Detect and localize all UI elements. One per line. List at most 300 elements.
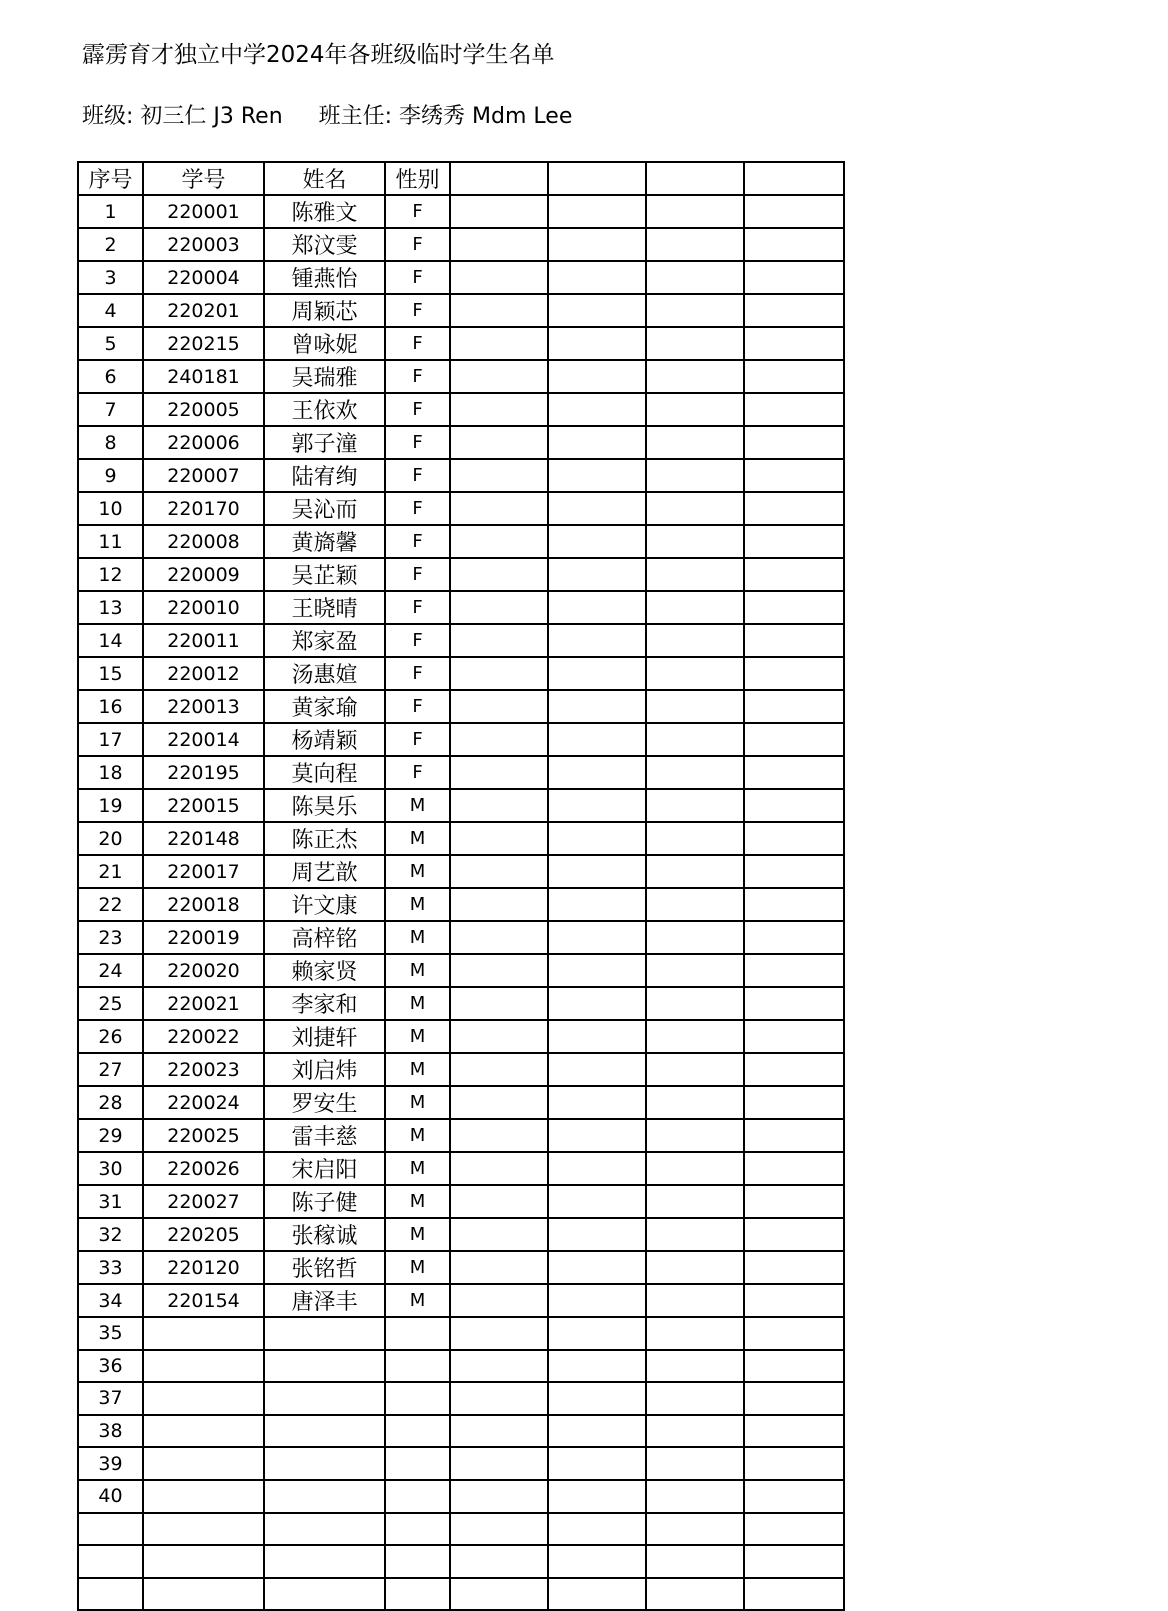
cell-student-id	[143, 1578, 264, 1611]
cell-gender	[385, 1415, 450, 1448]
cell-name: 郭子潼	[264, 426, 385, 459]
cell-name: 吴沁而	[264, 492, 385, 525]
cell-seq: 4	[78, 294, 143, 327]
cell-seq: 6	[78, 360, 143, 393]
cell-blank	[450, 1447, 548, 1480]
cell-gender: M	[385, 1251, 450, 1284]
cell-seq: 36	[78, 1350, 143, 1383]
cell-name	[264, 1415, 385, 1448]
cell-name: 锺燕怡	[264, 261, 385, 294]
cell-blank	[548, 1020, 646, 1053]
cell-blank	[646, 789, 744, 822]
cell-student-id: 220148	[143, 822, 264, 855]
cell-gender	[385, 1513, 450, 1546]
cell-name	[264, 1545, 385, 1578]
cell-gender	[385, 1382, 450, 1415]
cell-blank	[548, 1119, 646, 1152]
cell-blank	[548, 294, 646, 327]
cell-gender: M	[385, 855, 450, 888]
cell-blank	[744, 1152, 844, 1185]
cell-gender: F	[385, 624, 450, 657]
cell-blank	[744, 393, 844, 426]
cell-student-id: 220011	[143, 624, 264, 657]
cell-blank	[744, 591, 844, 624]
cell-student-id: 240181	[143, 360, 264, 393]
cell-blank	[548, 756, 646, 789]
cell-gender: M	[385, 954, 450, 987]
cell-name: 吴芷颖	[264, 558, 385, 591]
cell-gender: F	[385, 723, 450, 756]
cell-student-id: 220022	[143, 1020, 264, 1053]
cell-blank	[548, 921, 646, 954]
cell-blank	[646, 1020, 744, 1053]
cell-blank	[548, 426, 646, 459]
cell-blank	[744, 1578, 844, 1611]
cell-blank	[450, 1086, 548, 1119]
cell-blank	[450, 1382, 548, 1415]
cell-blank	[450, 360, 548, 393]
cell-blank	[744, 1317, 844, 1350]
header-student-id: 学号	[143, 162, 264, 195]
cell-blank	[646, 1317, 744, 1350]
cell-blank	[450, 591, 548, 624]
cell-seq: 23	[78, 921, 143, 954]
cell-seq: 27	[78, 1053, 143, 1086]
cell-seq: 26	[78, 1020, 143, 1053]
cell-blank	[450, 1053, 548, 1086]
cell-blank	[646, 1251, 744, 1284]
cell-blank	[744, 723, 844, 756]
cell-gender: F	[385, 393, 450, 426]
cell-blank	[450, 789, 548, 822]
table-row	[78, 1086, 844, 1119]
cell-blank	[744, 1447, 844, 1480]
cell-blank	[450, 1020, 548, 1053]
cell-blank	[744, 1053, 844, 1086]
cell-student-id: 220120	[143, 1251, 264, 1284]
table-row	[78, 393, 844, 426]
cell-blank	[646, 558, 744, 591]
table-row	[78, 690, 844, 723]
cell-student-id: 220017	[143, 855, 264, 888]
cell-name: 王晓晴	[264, 591, 385, 624]
cell-blank	[548, 954, 646, 987]
cell-blank	[646, 1053, 744, 1086]
cell-blank	[450, 1152, 548, 1185]
cell-gender	[385, 1480, 450, 1513]
cell-blank	[548, 624, 646, 657]
cell-blank	[450, 426, 548, 459]
cell-blank	[646, 1185, 744, 1218]
cell-seq: 40	[78, 1480, 143, 1513]
cell-student-id: 220215	[143, 327, 264, 360]
cell-blank	[646, 1545, 744, 1578]
cell-blank	[744, 1020, 844, 1053]
cell-name: 张稼诚	[264, 1218, 385, 1251]
table-row	[78, 987, 844, 1020]
cell-name	[264, 1480, 385, 1513]
cell-gender: F	[385, 294, 450, 327]
table-row	[78, 1382, 844, 1415]
cell-student-id: 220023	[143, 1053, 264, 1086]
cell-blank	[744, 261, 844, 294]
cell-blank	[450, 261, 548, 294]
cell-blank	[450, 525, 548, 558]
cell-name	[264, 1447, 385, 1480]
cell-name: 陈雅文	[264, 195, 385, 228]
cell-gender: F	[385, 459, 450, 492]
table-row	[78, 558, 844, 591]
cell-blank	[548, 822, 646, 855]
table-row	[78, 657, 844, 690]
cell-seq: 19	[78, 789, 143, 822]
cell-blank	[744, 525, 844, 558]
cell-name: 莫向程	[264, 756, 385, 789]
table-row	[78, 228, 844, 261]
cell-gender: F	[385, 690, 450, 723]
cell-gender: M	[385, 1185, 450, 1218]
cell-gender: M	[385, 822, 450, 855]
cell-gender: M	[385, 1119, 450, 1152]
cell-student-id: 220007	[143, 459, 264, 492]
cell-blank	[548, 1053, 646, 1086]
cell-name: 陆宥绚	[264, 459, 385, 492]
table-row	[78, 1415, 844, 1448]
cell-blank	[646, 855, 744, 888]
cell-seq: 22	[78, 888, 143, 921]
cell-gender: M	[385, 1152, 450, 1185]
cell-blank	[646, 294, 744, 327]
cell-blank	[450, 492, 548, 525]
cell-student-id: 220004	[143, 261, 264, 294]
cell-blank	[744, 195, 844, 228]
cell-student-id: 220026	[143, 1152, 264, 1185]
cell-student-id: 220010	[143, 591, 264, 624]
cell-blank	[646, 1513, 744, 1546]
cell-blank	[450, 954, 548, 987]
cell-student-id	[143, 1447, 264, 1480]
cell-blank	[744, 1251, 844, 1284]
table-row	[78, 624, 844, 657]
cell-blank	[646, 228, 744, 261]
cell-gender: F	[385, 228, 450, 261]
cell-name: 黄旖馨	[264, 525, 385, 558]
cell-blank	[646, 1086, 744, 1119]
cell-seq: 32	[78, 1218, 143, 1251]
cell-blank	[646, 1152, 744, 1185]
cell-seq: 20	[78, 822, 143, 855]
cell-gender: M	[385, 1053, 450, 1086]
cell-name: 宋启阳	[264, 1152, 385, 1185]
cell-blank	[744, 1415, 844, 1448]
cell-blank	[744, 294, 844, 327]
cell-name: 郑汶雯	[264, 228, 385, 261]
cell-name: 刘捷轩	[264, 1020, 385, 1053]
table-row	[78, 525, 844, 558]
table-row	[78, 591, 844, 624]
cell-name: 王依欢	[264, 393, 385, 426]
cell-blank	[450, 1350, 548, 1383]
cell-blank	[548, 1480, 646, 1513]
cell-seq: 21	[78, 855, 143, 888]
cell-seq: 7	[78, 393, 143, 426]
table-row	[78, 195, 844, 228]
cell-gender: M	[385, 1020, 450, 1053]
table-row	[78, 327, 844, 360]
document-title: 霹雳育才独立中学2024年各班级临时学生名单	[82, 42, 555, 68]
cell-name	[264, 1578, 385, 1611]
cell-gender: M	[385, 888, 450, 921]
cell-name	[264, 1317, 385, 1350]
cell-blank	[744, 1350, 844, 1383]
table-row	[78, 1513, 844, 1546]
cell-blank	[548, 360, 646, 393]
cell-gender: M	[385, 1284, 450, 1317]
cell-blank	[450, 558, 548, 591]
cell-gender	[385, 1350, 450, 1383]
cell-blank	[548, 492, 646, 525]
cell-blank	[548, 228, 646, 261]
cell-name: 张铭哲	[264, 1251, 385, 1284]
header-name: 姓名	[264, 162, 385, 195]
cell-blank	[744, 1382, 844, 1415]
table-row	[78, 1020, 844, 1053]
cell-student-id: 220201	[143, 294, 264, 327]
cell-blank	[450, 657, 548, 690]
cell-blank	[548, 327, 646, 360]
cell-seq: 25	[78, 987, 143, 1020]
cell-gender: F	[385, 426, 450, 459]
cell-blank	[548, 1086, 646, 1119]
cell-blank	[646, 987, 744, 1020]
cell-blank	[744, 426, 844, 459]
cell-blank	[548, 1513, 646, 1546]
table-row	[78, 261, 844, 294]
cell-name: 周颖芯	[264, 294, 385, 327]
cell-gender: M	[385, 1086, 450, 1119]
table-row	[78, 954, 844, 987]
header-seq: 序号	[78, 162, 143, 195]
cell-blank	[450, 1513, 548, 1546]
cell-seq: 35	[78, 1317, 143, 1350]
cell-blank	[548, 855, 646, 888]
cell-seq: 10	[78, 492, 143, 525]
cell-blank	[744, 624, 844, 657]
cell-blank	[744, 327, 844, 360]
cell-gender: F	[385, 558, 450, 591]
cell-student-id: 220001	[143, 195, 264, 228]
cell-blank	[450, 756, 548, 789]
cell-student-id: 220024	[143, 1086, 264, 1119]
cell-gender: F	[385, 492, 450, 525]
cell-blank	[744, 459, 844, 492]
cell-blank	[450, 1545, 548, 1578]
cell-student-id: 220013	[143, 690, 264, 723]
cell-blank	[646, 1415, 744, 1448]
cell-gender: F	[385, 525, 450, 558]
table-row	[78, 756, 844, 789]
table-row	[78, 1218, 844, 1251]
cell-seq: 8	[78, 426, 143, 459]
cell-blank	[548, 195, 646, 228]
header-blank-8	[744, 162, 844, 195]
cell-gender: M	[385, 789, 450, 822]
cell-student-id: 220021	[143, 987, 264, 1020]
cell-student-id: 220015	[143, 789, 264, 822]
cell-blank	[450, 690, 548, 723]
cell-blank	[646, 657, 744, 690]
cell-seq: 12	[78, 558, 143, 591]
cell-name: 曾咏妮	[264, 327, 385, 360]
cell-blank	[744, 987, 844, 1020]
cell-blank	[450, 393, 548, 426]
cell-blank	[450, 855, 548, 888]
cell-student-id: 220025	[143, 1119, 264, 1152]
cell-name: 陈正杰	[264, 822, 385, 855]
table-row	[78, 1480, 844, 1513]
cell-gender	[385, 1578, 450, 1611]
cell-blank	[450, 327, 548, 360]
cell-blank	[646, 360, 744, 393]
cell-gender: F	[385, 261, 450, 294]
cell-blank	[548, 1415, 646, 1448]
cell-name: 周艺歆	[264, 855, 385, 888]
cell-blank	[548, 1185, 646, 1218]
class-info	[82, 102, 572, 132]
cell-blank	[450, 822, 548, 855]
cell-gender: M	[385, 1218, 450, 1251]
cell-blank	[450, 1578, 548, 1611]
cell-seq	[78, 1545, 143, 1578]
cell-blank	[646, 1119, 744, 1152]
cell-blank	[744, 1545, 844, 1578]
cell-blank	[450, 1251, 548, 1284]
table-row	[78, 888, 844, 921]
cell-student-id	[143, 1513, 264, 1546]
cell-student-id	[143, 1382, 264, 1415]
table-row	[78, 459, 844, 492]
cell-name: 高梓铭	[264, 921, 385, 954]
cell-blank	[548, 459, 646, 492]
cell-blank	[450, 1119, 548, 1152]
cell-blank	[646, 690, 744, 723]
cell-blank	[646, 591, 744, 624]
cell-student-id	[143, 1317, 264, 1350]
cell-blank	[646, 1447, 744, 1480]
cell-blank	[548, 657, 646, 690]
cell-blank	[744, 954, 844, 987]
cell-blank	[646, 624, 744, 657]
cell-name: 雷丰慈	[264, 1119, 385, 1152]
cell-seq: 33	[78, 1251, 143, 1284]
cell-blank	[646, 921, 744, 954]
cell-student-id: 220006	[143, 426, 264, 459]
cell-blank	[646, 459, 744, 492]
cell-blank	[548, 591, 646, 624]
cell-student-id	[143, 1480, 264, 1513]
cell-seq: 29	[78, 1119, 143, 1152]
cell-blank	[646, 195, 744, 228]
cell-blank	[744, 921, 844, 954]
cell-name: 刘启炜	[264, 1053, 385, 1086]
cell-blank	[646, 756, 744, 789]
cell-gender: F	[385, 657, 450, 690]
cell-blank	[450, 987, 548, 1020]
cell-gender	[385, 1317, 450, 1350]
cell-blank	[548, 1545, 646, 1578]
cell-student-id: 220027	[143, 1185, 264, 1218]
cell-blank	[646, 327, 744, 360]
cell-blank	[646, 492, 744, 525]
cell-student-id: 220019	[143, 921, 264, 954]
cell-name: 许文康	[264, 888, 385, 921]
cell-blank	[450, 228, 548, 261]
table-row	[78, 1317, 844, 1350]
cell-blank	[646, 393, 744, 426]
cell-blank	[646, 822, 744, 855]
table-row	[78, 1578, 844, 1611]
cell-blank	[744, 1119, 844, 1152]
table-row	[78, 1053, 844, 1086]
cell-name: 吴瑞雅	[264, 360, 385, 393]
table-row	[78, 855, 844, 888]
cell-blank	[450, 723, 548, 756]
table-row	[78, 789, 844, 822]
table-row	[78, 1119, 844, 1152]
cell-student-id: 220020	[143, 954, 264, 987]
cell-seq: 1	[78, 195, 143, 228]
cell-blank	[744, 855, 844, 888]
cell-seq: 34	[78, 1284, 143, 1317]
cell-seq: 11	[78, 525, 143, 558]
cell-blank	[646, 723, 744, 756]
header-blank-6	[548, 162, 646, 195]
cell-student-id: 220195	[143, 756, 264, 789]
cell-student-id	[143, 1350, 264, 1383]
cell-blank	[548, 690, 646, 723]
cell-student-id	[143, 1415, 264, 1448]
cell-blank	[646, 1578, 744, 1611]
cell-seq: 17	[78, 723, 143, 756]
cell-blank	[450, 1317, 548, 1350]
cell-name: 黄家瑜	[264, 690, 385, 723]
cell-student-id: 220018	[143, 888, 264, 921]
cell-gender: F	[385, 195, 450, 228]
cell-blank	[450, 195, 548, 228]
cell-seq: 14	[78, 624, 143, 657]
cell-blank	[548, 1350, 646, 1383]
cell-gender: M	[385, 921, 450, 954]
cell-blank	[548, 393, 646, 426]
cell-blank	[646, 1350, 744, 1383]
cell-blank	[548, 1317, 646, 1350]
table-row	[78, 294, 844, 327]
cell-name	[264, 1382, 385, 1415]
cell-blank	[548, 789, 646, 822]
cell-blank	[548, 558, 646, 591]
table-row	[78, 1152, 844, 1185]
cell-name: 郑家盈	[264, 624, 385, 657]
table-row	[78, 1185, 844, 1218]
cell-blank	[548, 987, 646, 1020]
table-row	[78, 723, 844, 756]
cell-seq: 18	[78, 756, 143, 789]
cell-blank	[450, 1480, 548, 1513]
cell-name: 汤惠媗	[264, 657, 385, 690]
cell-blank	[450, 294, 548, 327]
cell-blank	[744, 558, 844, 591]
cell-blank	[744, 1513, 844, 1546]
